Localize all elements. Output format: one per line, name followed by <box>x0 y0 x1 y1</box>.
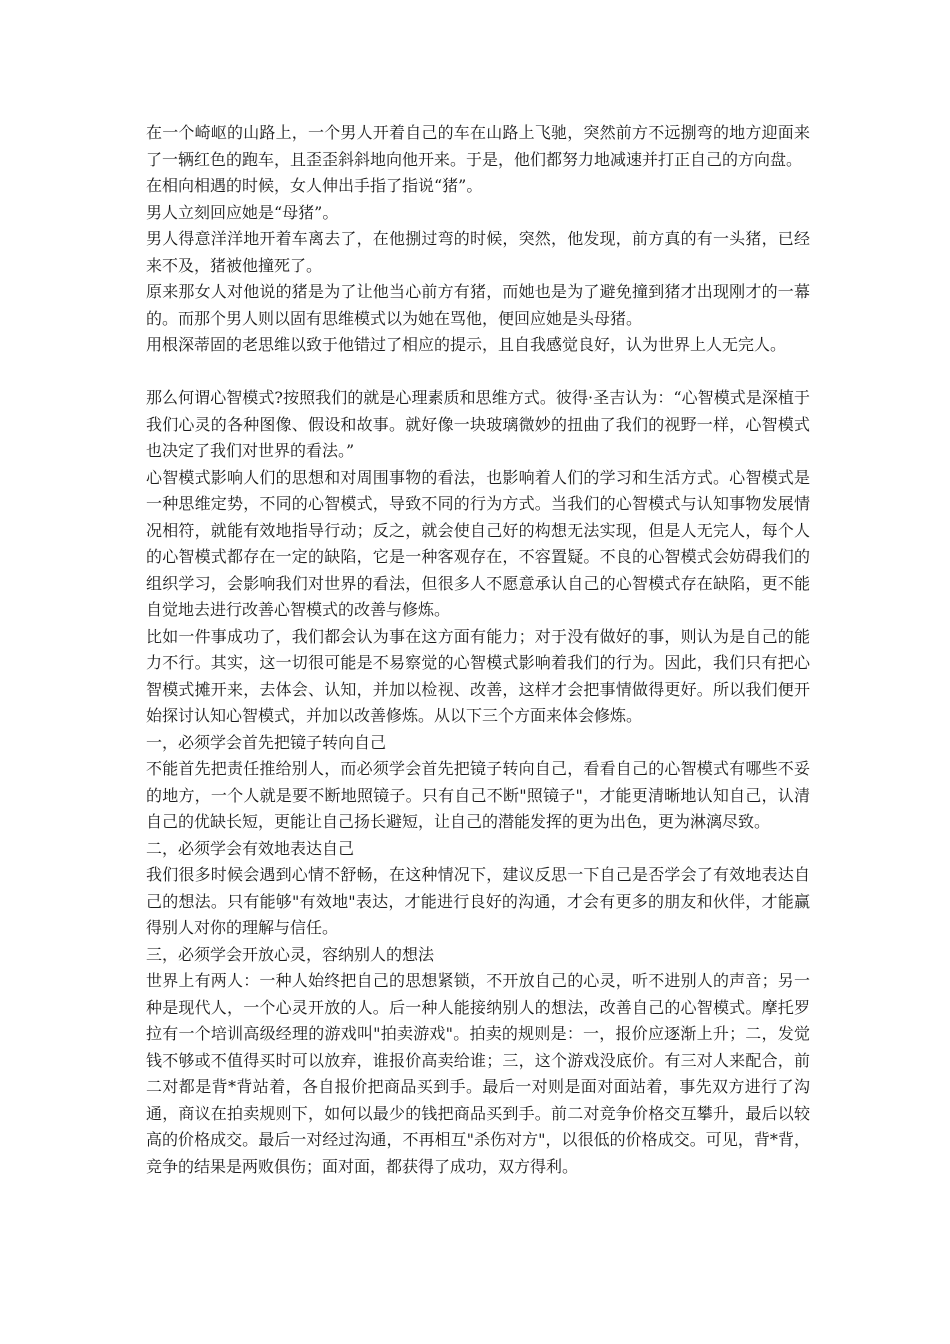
paragraph-man-replies: 男人立刻回应她是“母猪”。 <box>146 202 339 222</box>
heading-point-three: 三，必须学会开放心灵，容纳别人的想法 <box>146 944 435 964</box>
document-body <box>146 120 810 1180</box>
heading-point-one: 一，必须学会首先把镜子转向自己 <box>146 732 387 752</box>
paragraph-point-three: 世界上有两人：一种人始终把自己的思想紧锁，不开放自己的心灵，听不进别人的声音；另一种是现代人，一个心灵开放的人。后一种人能接纳别人的想法，改善自己的心智模式。摩托罗拉有一个培训高级经理的游戏叫"拍卖游戏"。拍卖的规则是：一，报价应逐渐上升；二，发觉钱不够或不值得买时可以放弃，谁报价高卖给谁；三，这个游戏没底价。有三对人来配合，前二对都是背*背站着，各自报价把商品买到手。最后一对则是面对面站着，事先双方进行了沟通，商议在拍卖规则下，如何以最少的钱把商品买到手。前二对竞争价格交互攀升，最后以较高的价格成交。最后一对经过沟通，不再相互"杀伤对方"，以很低的价格成交。可见，背*背，竞争的结果是两败俱伤；面对面，都获得了成功，双方得利。 <box>146 971 810 1176</box>
paragraph-definition: 那么何谓心智模式?按照我们的就是心理素质和思维方式。彼得·圣吉认为：“心智模式是深植于我们心灵的各种图像、假设和故事。就好像一块玻璃微妙的扭曲了我们的视野一样，心智模式也决定了我们对世界的看法。” <box>146 388 810 460</box>
heading-point-two: 二，必须学会有效地表达自己 <box>146 838 355 858</box>
paragraph-point-two: 我们很多时候会遇到心情不舒畅，在这种情况下，建议反思一下自己是否学会了有效地表达自己的想法。只有能够"有效地"表达，才能进行良好的沟通，才会有更多的朋友和伙伴，才能赢得别人对你的理解与信任。 <box>146 865 810 937</box>
paragraph-old-thinking: 用根深蒂固的老思维以致于他错过了相应的提示，且自我感觉良好，认为世界上人无完人。 <box>146 335 787 354</box>
paragraph-woman-says-pig: 在相向相遇的时候，女人伸出手指了指说“猪”。 <box>146 176 483 195</box>
paragraph-point-one: 不能首先把责任推给别人，而必须学会首先把镜子转向自己，看看自己的心智模式有哪些不妥的地方，一个人就是要不断地照镜子。只有自己不断"照镜子"，才能更清晰地认知自己，认清自己的优缺长短，更能让自己扬长避短，让自己的潜能发挥的更为出色，更为淋漓尽致。 <box>146 759 810 831</box>
paragraph-mountain-road: 在一个崎岖的山路上，一个男人开着自己的车在山路上飞驰，突然前方不远捌弯的地方迎面来了一辆红色的跑车，且歪歪斜斜地向他开来。于是，他们都努力地减速并打正自己的方向盘。 <box>146 123 810 169</box>
blank-line <box>146 359 810 386</box>
paragraph-example: 比如一件事成功了，我们都会认为事在这方面有能力；对于没有做好的事，则认为是自己的能力不行。其实，这一切很可能是不易察觉的心智模式影响着我们的行为。因此，我们只有把心智模式摊开来，去体会、认知，并加以检视、改善，这样才会把事情做得更好。所以我们便开始探讨认知心智模式，并加以改善修炼。从以下三个方面来体会修炼。 <box>146 626 810 725</box>
paragraph-pig-hit: 男人得意洋洋地开着车离去了，在他捌过弯的时候，突然，他发现，前方真的有一头猪，已经来不及，猪被他撞死了。 <box>146 229 810 275</box>
paragraph-explanation: 原来那女人对他说的猪是为了让他当心前方有猪，而她也是为了避免撞到猪才出现刚才的一幕的。而那个男人则以固有思维模式以为她在骂他，便回应她是头母猪。 <box>146 282 810 328</box>
paragraph-influence: 心智模式影响人们的思想和对周围事物的看法，也影响着人们的学习和生活方式。心智模式是一种思维定势，不同的心智模式，导致不同的行为方式。当我们的心智模式与认知事物发展情况相符，就能有效地指导行动；反之，就会使自己好的构想无法实现，但是人无完人，每个人的心智模式都存在一定的缺陷，它是一种客观存在，不容置疑。不良的心智模式会妨碍我们的组织学习，会影响我们对世界的看法，但很多人不愿意承认自己的心智模式存在缺陷，更不能自觉地去进行改善心智模式的改善与修炼。 <box>146 467 810 619</box>
